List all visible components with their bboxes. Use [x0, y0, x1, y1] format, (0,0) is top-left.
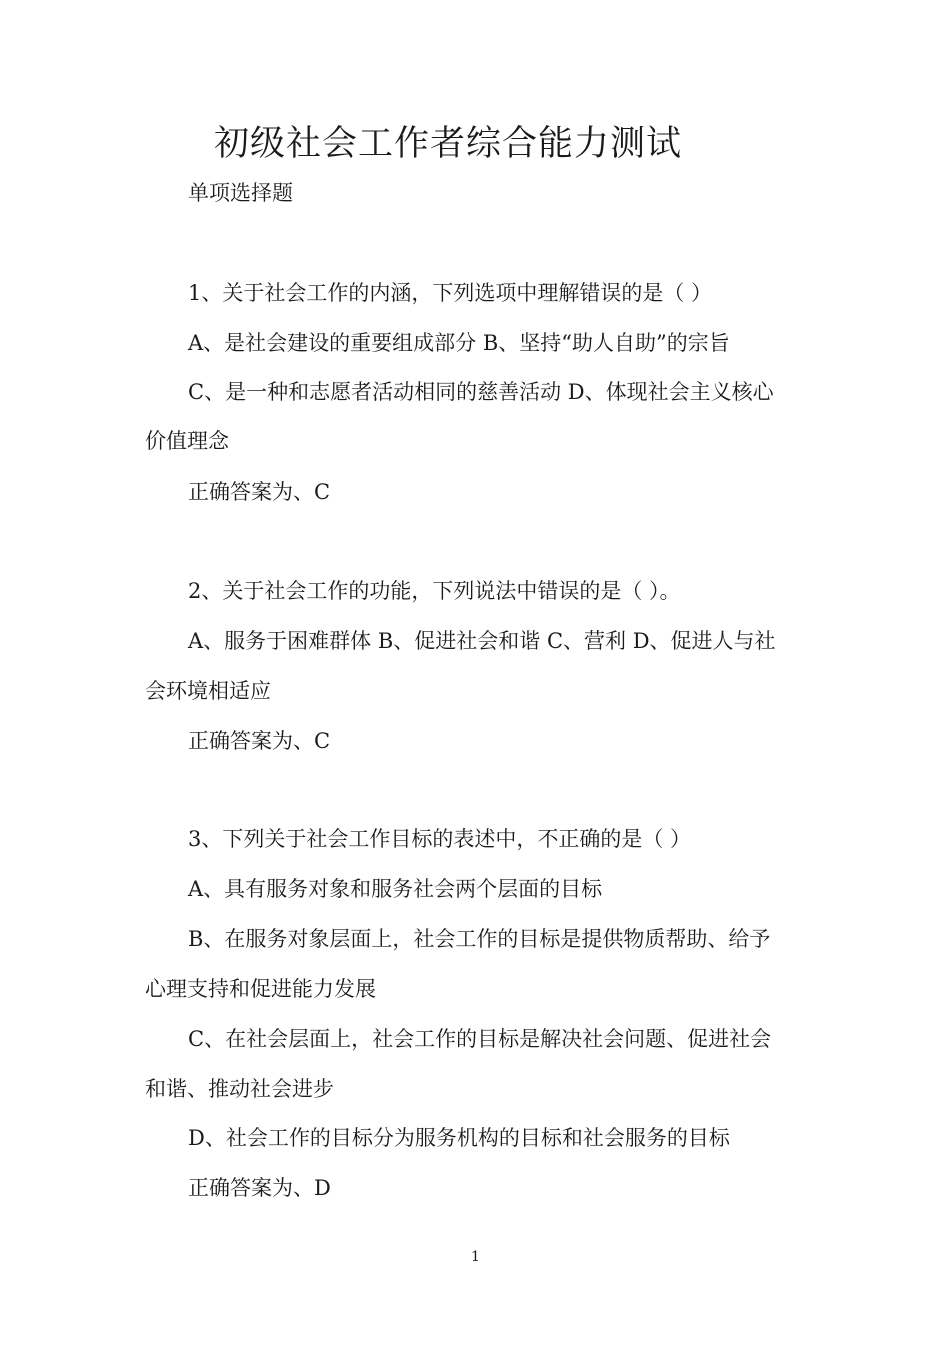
section-heading: 单项选择题: [188, 181, 293, 205]
answer-line: 正确答案为、C: [188, 729, 331, 753]
page-number: 1: [471, 1249, 480, 1265]
question-option-line: A、具有服务对象和服务社会两个层面的目标: [188, 877, 603, 901]
question-option-line: C、是一种和志愿者活动相同的慈善活动 D、体现社会主义核心: [188, 380, 774, 404]
question-stem: 2、关于社会工作的功能，下列说法中错误的是（ ）。: [188, 579, 681, 603]
question-option-line: A、服务于困难群体 B、促进社会和谐 C、营利 D、促进人与社: [188, 629, 776, 653]
answer-line: 正确答案为、C: [188, 480, 331, 504]
question-option-line: A、是社会建设的重要组成部分 B、坚持“助人自助”的宗旨: [188, 331, 730, 355]
question-option-line: B、在服务对象层面上，社会工作的目标是提供物质帮助、给予: [188, 927, 771, 951]
question-option-line: D、社会工作的目标分为服务机构的目标和社会服务的目标: [188, 1126, 730, 1150]
question-stem: 1、关于社会工作的内涵，下列选项中理解错误的是（ ）: [188, 281, 713, 305]
document-title: 初级社会工作者综合能力测试: [214, 124, 683, 164]
question-option-line: 价值理念: [145, 429, 229, 453]
question-option-line: C、在社会层面上，社会工作的目标是解决社会问题、促进社会: [188, 1027, 772, 1051]
question-option-line: 和谐、推动社会进步: [145, 1077, 334, 1101]
question-option-line: 心理支持和促进能力发展: [145, 977, 376, 1001]
question-stem: 3、下列关于社会工作目标的表述中，不正确的是（ ）: [188, 827, 692, 851]
answer-line: 正确答案为、D: [188, 1176, 331, 1200]
question-option-line: 会环境相适应: [145, 679, 271, 703]
